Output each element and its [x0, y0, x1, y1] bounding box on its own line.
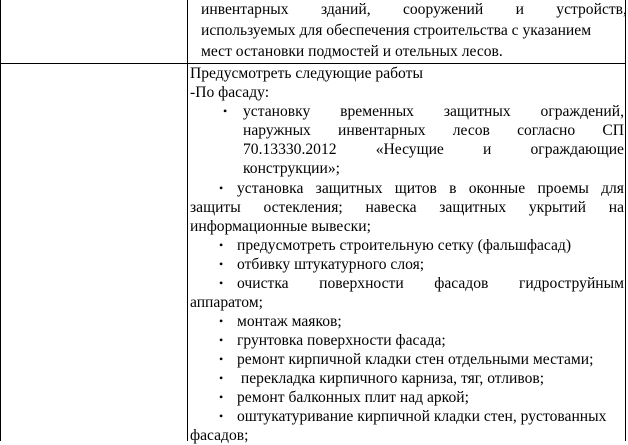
- bullet-icon: •: [219, 314, 224, 328]
- word: наружных: [243, 122, 311, 139]
- word: оконные: [468, 180, 526, 197]
- word: остекления;: [263, 199, 343, 216]
- word: гидроструйным: [518, 275, 624, 292]
- word: проемы: [537, 180, 589, 197]
- word: «Несущие: [375, 141, 444, 158]
- table-cell-text: [188, 0, 625, 63]
- bullet-icon: •: [219, 257, 224, 271]
- list-item-line: перекладка кирпичного карниза, тяг, отливов;: [237, 370, 545, 387]
- word: инвентарных: [201, 1, 289, 18]
- bullet-icon: •: [219, 238, 224, 252]
- word: щитов: [394, 180, 437, 197]
- list-item-line: монтаж маяков;: [237, 313, 342, 330]
- list-item-line: грунтовка поверхности фасада;: [237, 332, 446, 349]
- bullet-icon: •: [219, 371, 224, 385]
- word: установку: [243, 103, 311, 120]
- word: в: [449, 180, 457, 197]
- list-item-line: [243, 121, 624, 140]
- bullet-icon: •: [219, 333, 224, 347]
- word: защитных: [443, 103, 511, 120]
- word: ограждающие: [530, 141, 624, 158]
- list-item-line: [237, 179, 624, 198]
- word: для: [601, 180, 624, 197]
- word: на: [608, 199, 624, 216]
- section-subheading: -По фасаду:: [190, 84, 270, 101]
- bullet-icon: •: [223, 104, 228, 118]
- word: согласно: [517, 122, 576, 139]
- word: установка: [237, 180, 304, 197]
- list-item-line: ремонт балконных плит над аркой;: [237, 389, 469, 406]
- section-heading: Предусмотреть следующие работы: [190, 65, 423, 82]
- word: и: [515, 1, 524, 18]
- list-item-line: [243, 102, 624, 121]
- list-item-line: фасадов;: [190, 427, 249, 444]
- word: устройств,: [556, 1, 627, 18]
- word: защитных: [315, 180, 383, 197]
- text-line: [201, 0, 627, 19]
- list-item-line: [190, 198, 624, 217]
- word: фасадов: [434, 275, 489, 292]
- table-cell-empty: [1, 64, 187, 441]
- word: укрытий: [528, 199, 586, 216]
- bullet-icon: •: [219, 276, 224, 290]
- word: временных: [340, 103, 414, 120]
- list-item-line: оштукатуривание кирпичной кладки стен, рустованных: [237, 408, 607, 425]
- list-item-line: предусмотреть строительную сетку (фальшфасад): [237, 237, 572, 254]
- word: защиты: [190, 199, 241, 216]
- table-row: [1, 64, 625, 444]
- text-line: используемых для обеспечения строительства с указанием: [201, 22, 592, 39]
- word: СП: [602, 122, 624, 139]
- bullet-icon: •: [219, 352, 224, 366]
- list-item-line: [237, 274, 624, 293]
- word: и: [483, 141, 492, 158]
- table-cell-empty: [1, 0, 187, 63]
- table-row: [1, 0, 625, 64]
- word: зданий,: [320, 1, 371, 18]
- text-line: мест остановки подмостей и отельных лесов.: [201, 43, 503, 60]
- table-cell-text: [188, 64, 625, 444]
- word: лесов: [452, 122, 490, 139]
- word: 70.13330.2012: [243, 141, 337, 158]
- list-item-line: ремонт кирпичной кладки стен отдельными местами;: [237, 351, 594, 368]
- word: инвентарных: [338, 122, 426, 139]
- word: сооружений: [402, 1, 484, 18]
- bullet-icon: •: [219, 409, 224, 423]
- list-item-line: конструкции»;: [243, 160, 340, 177]
- word: защитных: [439, 199, 507, 216]
- list-item-line: отбивку штукатурного слоя;: [237, 256, 425, 273]
- word: ограждений,: [540, 103, 624, 120]
- list-item-line: информационные вывески;: [190, 218, 371, 235]
- bullet-icon: •: [219, 390, 224, 404]
- word: поверхности: [319, 275, 404, 292]
- word: очистка: [237, 275, 289, 292]
- word: навеска: [365, 199, 417, 216]
- bullet-icon: •: [219, 181, 224, 195]
- list-item-line: аппаратом;: [190, 294, 263, 311]
- list-item-line: [243, 140, 624, 159]
